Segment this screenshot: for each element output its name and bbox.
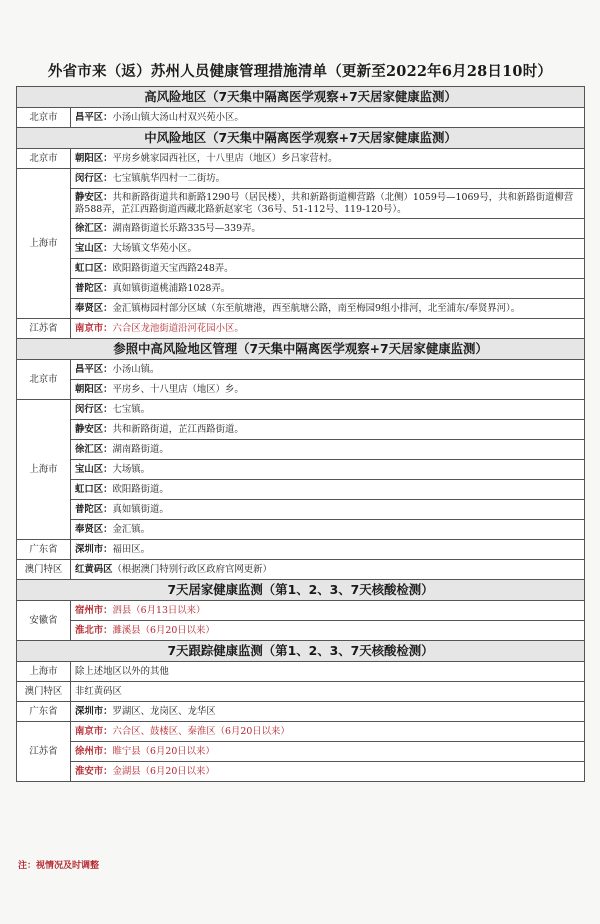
district-name: 徐州市： — [75, 745, 113, 757]
section-header: 高风险地区（7天集中隔离医学观察+7天居家健康监测） — [17, 87, 585, 108]
detail-cell — [71, 480, 585, 500]
section-medium-risk — [17, 128, 585, 149]
table-row — [17, 108, 585, 128]
table-row — [17, 319, 585, 339]
district-name: 虹口区： — [75, 262, 113, 274]
province-cell: 北京市 — [17, 108, 71, 128]
district-detail: 欧阳路街道。 — [112, 483, 169, 495]
table-row — [17, 299, 585, 319]
district-name: 南京市： — [75, 725, 113, 737]
district-name: 淮安市： — [75, 765, 113, 777]
district-name: 深圳市： — [75, 543, 113, 555]
district-detail: 真如镇街道。 — [112, 503, 169, 515]
district-name: 奉贤区： — [75, 523, 113, 535]
district-name: 静安区： — [75, 423, 113, 435]
district-detail: 共和新路街道，芷江西路街道。 — [112, 423, 244, 435]
detail-cell — [71, 702, 585, 722]
province-cell: 上海市 — [17, 400, 71, 540]
district-name: 奉贤区： — [75, 302, 113, 314]
detail-cell — [71, 722, 585, 742]
district-detail: 欧阳路街道天宝西路248弄。 — [112, 262, 234, 274]
section-header: 中风险地区（7天集中隔离医学观察+7天居家健康监测） — [17, 128, 585, 149]
province-cell: 北京市 — [17, 360, 71, 400]
district-detail: 罗湖区、龙岗区、龙华区 — [112, 705, 216, 717]
district-detail: 泗县（6月13日以来） — [112, 604, 206, 616]
detail-cell: 除上述地区以外的其他 — [71, 662, 585, 682]
table-row — [17, 500, 585, 520]
section-header: 参照中高风险地区管理（7天集中隔离医学观察+7天居家健康监测） — [17, 339, 585, 360]
district-name: 徐汇区： — [75, 222, 113, 234]
district-detail: （根据澳门特别行政区政府官网更新） — [112, 563, 272, 575]
table-row — [17, 682, 585, 702]
district-name: 普陀区： — [75, 503, 113, 515]
province-cell: 澳门特区 — [17, 560, 71, 580]
district-name: 朝阳区： — [75, 152, 113, 164]
district-detail: 湖南路街道。 — [112, 443, 169, 455]
table-row — [17, 149, 585, 169]
district-detail: 大场镇文华苑小区。 — [112, 242, 197, 254]
detail-cell — [71, 540, 585, 560]
district-detail: 大场镇。 — [112, 463, 151, 475]
province-cell: 安徽省 — [17, 601, 71, 641]
district-name: 宝山区： — [75, 463, 113, 475]
district-name: 静安区： — [75, 191, 113, 203]
district-name: 红黄码区 — [75, 563, 113, 575]
page-title: 外省市来（返）苏州人员健康管理措施清单（更新至2022年6月28日10时） — [47, 63, 553, 80]
table-row — [17, 540, 585, 560]
district-detail: 七宝镇航华四村一二街坊。 — [112, 172, 226, 184]
district-detail: 金汇镇。 — [112, 523, 151, 535]
province-cell: 上海市 — [17, 169, 71, 319]
district-detail: 六合区龙池街道沿河花园小区。 — [112, 322, 244, 334]
detail-cell — [71, 500, 585, 520]
detail-cell — [71, 400, 585, 420]
district-detail: 福田区。 — [112, 543, 151, 555]
table-row — [17, 219, 585, 239]
district-detail: 金汇镇梅园村部分区域（东至航塘港，西至航塘公路，南至梅园9组小排河，北至浦东/奉贤界河）。 — [112, 302, 521, 314]
detail-cell: 非红黄码区 — [71, 682, 585, 702]
table-row — [17, 662, 585, 682]
table-row — [17, 722, 585, 742]
district-name: 朝阳区： — [75, 383, 113, 395]
detail-cell — [71, 169, 585, 189]
table-row — [17, 762, 585, 782]
table-row — [17, 460, 585, 480]
district-name: 昌平区： — [75, 111, 113, 123]
detail-cell — [71, 189, 585, 219]
district-name: 闵行区： — [75, 172, 113, 184]
detail-cell — [71, 219, 585, 239]
district-detail: 共和新路街道共和新路1290号（居民楼），共和新路街道柳营路（北侧）1059号—1069号，共和新路街道柳营路588弄，芷江西路街道西藏北路新赵家宅（36号、51-112号、119-120号）。 — [75, 191, 574, 215]
detail-cell — [71, 762, 585, 782]
district-detail: 小汤山镇大汤山村双兴苑小区。 — [112, 111, 244, 123]
detail-cell — [71, 259, 585, 279]
table-row — [17, 169, 585, 189]
district-name: 淮北市： — [75, 624, 113, 636]
table-row — [17, 259, 585, 279]
table-row — [17, 279, 585, 299]
province-cell: 广东省 — [17, 702, 71, 722]
province-cell: 上海市 — [17, 662, 71, 682]
detail-cell — [71, 601, 585, 621]
detail-cell — [71, 742, 585, 762]
table-row — [17, 360, 585, 380]
detail-cell — [71, 239, 585, 259]
detail-cell — [71, 279, 585, 299]
detail-cell — [71, 360, 585, 380]
detail-cell — [71, 149, 585, 169]
district-name: 宿州市： — [75, 604, 113, 616]
district-detail: 平房乡、十八里店（地区）乡。 — [112, 383, 244, 395]
district-detail: 金湖县（6月20日以来） — [112, 765, 215, 777]
section-header: 7天跟踪健康监测（第1、2、3、7天核酸检测） — [17, 641, 585, 662]
district-detail: 濉溪县（6月20日以来） — [112, 624, 215, 636]
detail-cell — [71, 319, 585, 339]
district-name: 虹口区： — [75, 483, 113, 495]
district-name: 南京市： — [75, 322, 113, 334]
district-detail: 湖南路街道长乐路335号—339弄。 — [112, 222, 261, 234]
table-row — [17, 239, 585, 259]
table-row — [17, 420, 585, 440]
table-row — [17, 380, 585, 400]
section-header: 7天居家健康监测（第1、2、3、7天核酸检测） — [17, 580, 585, 601]
province-cell: 澳门特区 — [17, 682, 71, 702]
table-row — [17, 520, 585, 540]
province-cell: 江苏省 — [17, 722, 71, 782]
district-name: 普陀区： — [75, 282, 113, 294]
province-cell: 江苏省 — [17, 319, 71, 339]
section-track-monitoring — [17, 641, 585, 662]
district-detail: 睢宁县（6月20日以来） — [112, 745, 215, 757]
district-name: 闵行区： — [75, 403, 113, 415]
table-row — [17, 601, 585, 621]
detail-cell — [71, 440, 585, 460]
district-detail: 六合区、鼓楼区、秦淮区（6月20日以来） — [112, 725, 290, 737]
district-detail: 小汤山镇。 — [112, 363, 160, 375]
table-row — [17, 440, 585, 460]
section-high-risk — [17, 87, 585, 108]
detail-cell — [71, 621, 585, 641]
footnote: 注：视情况及时调整 — [18, 861, 100, 871]
province-cell: 广东省 — [17, 540, 71, 560]
table-row — [17, 742, 585, 762]
detail-cell — [71, 420, 585, 440]
section-reference-risk — [17, 339, 585, 360]
detail-cell — [71, 560, 585, 580]
district-name: 深圳市： — [75, 705, 113, 717]
detail-cell — [71, 380, 585, 400]
table-row — [17, 560, 585, 580]
table-row — [17, 621, 585, 641]
detail-cell — [71, 108, 585, 128]
district-name: 昌平区： — [75, 363, 113, 375]
detail-cell — [71, 299, 585, 319]
province-cell: 北京市 — [17, 149, 71, 169]
table-row — [17, 702, 585, 722]
district-name: 徐汇区： — [75, 443, 113, 455]
table-row — [17, 189, 585, 219]
district-detail: 真如镇街道桃浦路1028弄。 — [112, 282, 231, 294]
table-row — [17, 480, 585, 500]
table-row — [17, 400, 585, 420]
district-detail: 七宝镇。 — [112, 403, 151, 415]
detail-cell — [71, 520, 585, 540]
district-name: 宝山区： — [75, 242, 113, 254]
district-detail: 平房乡姚家园西社区，十八里店（地区）乡吕家营村。 — [112, 152, 338, 164]
detail-cell — [71, 460, 585, 480]
measures-table — [16, 86, 585, 782]
section-home-monitoring — [17, 580, 585, 601]
